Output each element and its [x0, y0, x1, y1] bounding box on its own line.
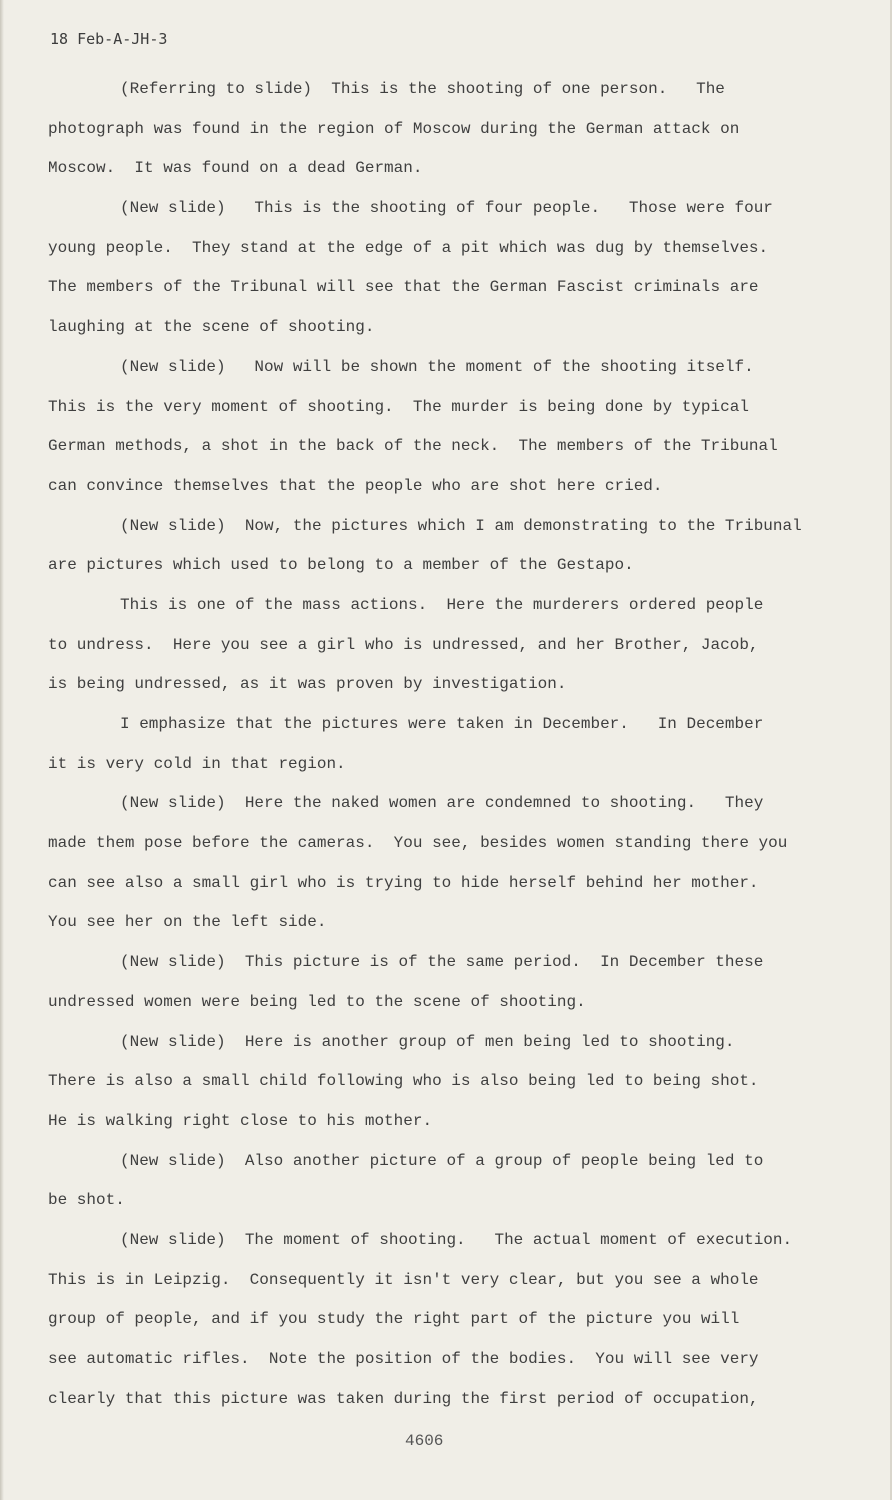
text-line: made them pose before the cameras. You see, besides women standing there you: [48, 834, 788, 853]
paragraph-5: [48, 586, 838, 705]
text-line: (New slide) This picture is of the same period. In December these: [120, 953, 764, 972]
paragraph-9: [48, 1023, 838, 1142]
text-line: (Referring to slide) This is the shooting of one person. The: [120, 80, 725, 98]
page-number: 4606: [405, 1432, 444, 1450]
text-line: (New slide) This is the shooting of four people. Those were four: [120, 199, 773, 218]
text-line: The members of the Tribunal will see that the German Fascist criminals are: [48, 278, 759, 297]
text-line: (New slide) Here the naked women are condemned to shooting. They: [120, 794, 764, 813]
paragraph-7: [48, 784, 838, 943]
paragraph-3: [48, 348, 838, 507]
text-line: German methods, a shot in the back of the neck. The members of the Tribunal: [48, 437, 778, 456]
text-line: (New slide) Here is another group of men being led to shooting.: [120, 1032, 735, 1051]
paragraph-4: [48, 507, 838, 586]
text-line: This is one of the mass actions. Here the murderers ordered people: [120, 595, 764, 614]
text-line: He is walking right close to his mother.: [48, 1111, 433, 1130]
text-line: laughing at the scene of shooting.: [48, 318, 375, 337]
text-line: are pictures which used to belong to a member of the Gestapo.: [48, 556, 634, 575]
paragraph-10: [48, 1142, 838, 1221]
page-header: 18 Feb-A-JH-3: [50, 30, 168, 48]
text-line: (New slide) Now will be shown the moment of the shooting itself.: [120, 357, 754, 376]
text-line: is being undressed, as it was proven by investigation.: [48, 675, 567, 694]
text-line: There is also a small child following who is also being led to being shot.: [48, 1072, 759, 1091]
paragraph-11: [48, 1221, 838, 1419]
text-line: (New slide) Now, the pictures which I am demonstrating to the Tribunal: [120, 516, 802, 535]
text-line: clearly that this picture was taken during the first period of occupation,: [48, 1389, 759, 1408]
text-line: (New slide) Also another picture of a group of people being led to: [120, 1151, 764, 1170]
text-line: photograph was found in the region of Moscow during the German attack on: [48, 119, 740, 138]
text-line: young people. They stand at the edge of a pit which was dug by themselves.: [48, 238, 769, 257]
text-line: can see also a small girl who is trying to hide herself behind her mother.: [48, 873, 759, 892]
text-line: undressed women were being led to the scene of shooting.: [48, 992, 586, 1011]
paragraph-8: [48, 943, 838, 1022]
paragraph-2: [48, 189, 838, 348]
text-line: (New slide) The moment of shooting. The actual moment of execution.: [120, 1230, 793, 1249]
paragraph-6: [48, 705, 838, 784]
text-line: I emphasize that the pictures were taken in December. In December: [120, 715, 764, 733]
paragraph-1: [48, 70, 838, 189]
page-edge-shadow: [0, 0, 4, 1500]
text-line: it is very cold in that region.: [48, 754, 346, 773]
text-line: see automatic rifles. Note the position of the bodies. You will see very: [48, 1350, 759, 1368]
text-line: group of people, and if you study the right part of the picture you will: [48, 1310, 740, 1329]
text-line: This is in Leipzig. Consequently it isn't very clear, but you see a whole: [48, 1270, 759, 1289]
text-line: Moscow. It was found on a dead German.: [48, 159, 423, 178]
text-line: You see her on the left side.: [48, 913, 327, 932]
text-line: This is the very moment of shooting. The murder is being done by typical: [48, 397, 749, 416]
text-line: to undress. Here you see a girl who is undressed, and her Brother, Jacob,: [48, 635, 759, 654]
transcript-body: [48, 70, 838, 1419]
text-line: can convince themselves that the people who are shot here cried.: [48, 476, 663, 495]
text-line: be shot.: [48, 1191, 125, 1210]
